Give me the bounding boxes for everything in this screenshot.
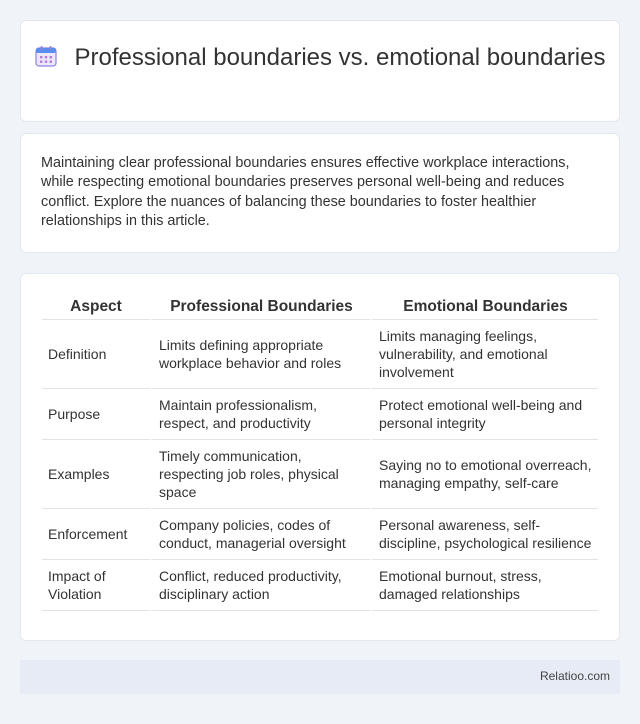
emotional-cell: Limits managing feelings, vulnerability, and emotional involvement xyxy=(370,320,598,389)
table-row xyxy=(42,440,598,509)
row-aspect-cell: Examples xyxy=(42,440,150,509)
professional-cell: Conflict, reduced productivity, disciplinary action xyxy=(150,560,370,611)
title-card xyxy=(20,20,620,122)
calendar-icon xyxy=(35,45,57,67)
professional-cell: Timely communication, respecting job roles, physical space xyxy=(150,440,370,509)
table-row xyxy=(42,389,598,440)
table-header-row xyxy=(42,296,598,320)
intro-card xyxy=(20,133,620,253)
row-aspect-cell: Definition xyxy=(42,320,150,389)
table-row xyxy=(42,509,598,560)
emotional-cell: Saying no to emotional overreach, managing empathy, self-care xyxy=(370,440,598,509)
professional-cell: Limits defining appropriate workplace behavior and roles xyxy=(150,320,370,389)
table-row xyxy=(42,560,598,611)
row-aspect-cell: Enforcement xyxy=(42,509,150,560)
emotional-cell: Protect emotional well-being and personal integrity xyxy=(370,389,598,440)
row-aspect-cell: Purpose xyxy=(42,389,150,440)
column-header-professional: Professional Boundaries xyxy=(150,296,370,320)
intro-paragraph: Maintaining clear professional boundaries ensures effective workplace interactions, while respecting emotional boundaries preserves personal well-being and reduces conflict. Explore the nuances of balancing these boundaries to foster healthier relationships in this article. xyxy=(41,155,570,229)
professional-cell: Company policies, codes of conduct, managerial oversight xyxy=(150,509,370,560)
page-title: Professional boundaries vs. emotional boundaries xyxy=(74,44,606,71)
emotional-cell: Emotional burnout, stress, damaged relationships xyxy=(370,560,598,611)
column-header-emotional: Emotional Boundaries xyxy=(370,296,598,320)
comparison-card xyxy=(20,273,620,641)
comparison-table xyxy=(42,296,598,611)
column-header-aspect: Aspect xyxy=(42,296,150,320)
footer-bar xyxy=(20,660,620,694)
professional-cell: Maintain professionalism, respect, and productivity xyxy=(150,389,370,440)
emotional-cell: Personal awareness, self-discipline, psychological resilience xyxy=(370,509,598,560)
row-aspect-cell: Impact of Violation xyxy=(42,560,150,611)
page-title-block xyxy=(21,43,619,72)
footer-brand-link[interactable]: Relatioo.com xyxy=(539,669,610,683)
table-row xyxy=(42,320,598,389)
